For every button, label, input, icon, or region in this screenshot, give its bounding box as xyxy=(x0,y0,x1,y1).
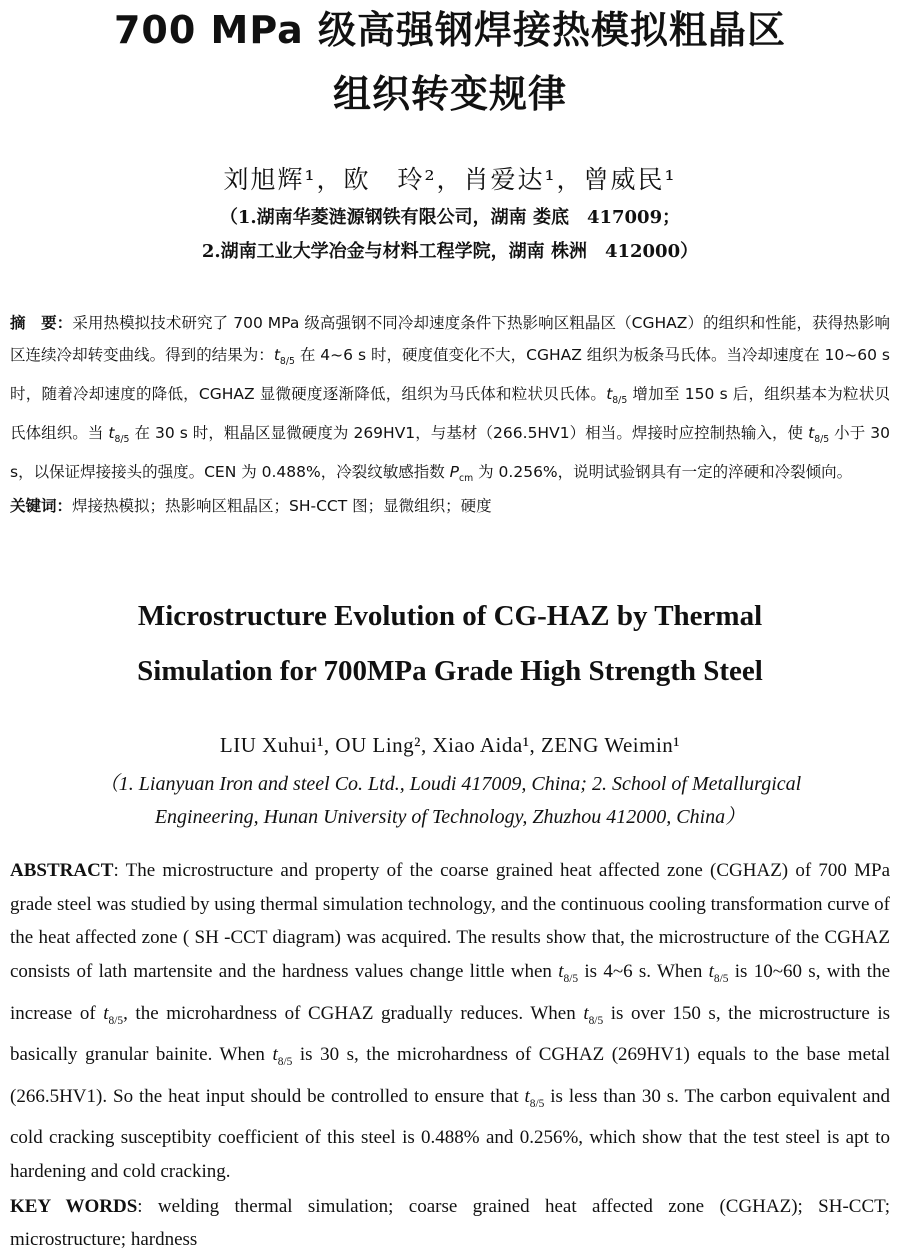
english-affiliation-line-1: （1. Lianyuan Iron and steel Co. Ltd., Loudi 417009, China; 2. School of Metallurgical xyxy=(98,773,802,795)
english-title-line-1: Microstructure Evolution of CG-HAZ by Thermal xyxy=(137,600,763,632)
english-affiliation-line-2: Engineering, Hunan University of Technology, Zhuzhou 412000, China） xyxy=(154,806,746,828)
chinese-affiliation-line-2: 2.湖南工业大学冶金与材料工程学院，湖南 株洲 412000） xyxy=(201,241,699,262)
english-keywords-label: KEY WORDS xyxy=(10,1196,138,1217)
chinese-abstract-text: 在 4~6 s 时，硬度值变化不大，CGHAZ 组织为板条马氏体。当冷却速度在 10~60 s 时，随着冷却速度的降低，CGHAZ 显微硬度逐渐降低，组织为马氏体和粒状贝氏体。 xyxy=(10,346,890,404)
chinese-abstract-text: 采用热模拟技术研究了 700 MPa 级高强钢不同冷却速度条件下热影响区粗晶区（CGHAZ）的组织和性能，获得热影响区连续冷却转变曲线。得到的结果为： xyxy=(10,314,890,364)
chinese-abstract-text: 在 30 s 时，粗晶区显微硬度为 269HV1，与基材（266.5HV1）相当。焊接时应控制热输入，使 xyxy=(129,424,809,443)
t-symbol: t xyxy=(606,385,613,404)
chinese-abstract-label: 摘 要： xyxy=(10,314,73,332)
english-keywords-text: : welding thermal simulation; coarse grained heat affected zone (CGHAZ); SH-CCT; microstructure; hardness xyxy=(10,1196,890,1250)
chinese-abstract-text: 为 0.256%，说明试验钢具有一定的淬硬和冷裂倾向。 xyxy=(473,463,853,482)
t-subscript: 8/5 xyxy=(108,1014,124,1027)
t-symbol: t xyxy=(103,1002,109,1024)
english-abstract-text: is 30 s, the microhardness of CGHAZ (269HV1) equals to the base metal (266.5HV1). So the heat input should be controlled to ensure that xyxy=(10,1044,891,1107)
chinese-abstract-text: 小于 30 s，以保证焊接接头的强度。CEN 为 0.488%，冷裂纹敏感指数 xyxy=(10,424,891,482)
t-subscript: 8/5 xyxy=(529,1097,545,1110)
chinese-abstract-text: 增加至 150 s 后，组织基本为粒状贝氏体组织。当 xyxy=(10,385,891,443)
t-symbol: t xyxy=(708,961,714,983)
t-symbol: t xyxy=(808,424,815,443)
t-subscript: 8/5 xyxy=(279,356,295,368)
english-abstract-text: , the microhardness of CGHAZ gradually reduces. When xyxy=(123,1002,584,1024)
chinese-keywords-label: 关键词： xyxy=(10,497,73,515)
pcm-subscript: cm xyxy=(459,473,474,485)
english-title-line-2: Simulation for 700MPa Grade High Strength Steel xyxy=(137,655,763,687)
english-authors: LIU Xuhui¹, OU Ling², Xiao Aida¹, ZENG Weimin¹ xyxy=(219,733,681,757)
english-abstract-text: The microstructure and property of the coarse grained heat affected zone (CGHAZ) of 700 MPa grade steel was studied by using thermal simulation technology, and the continuous cooling transformation curve of the heat affected zone ( SH -CCT diagram) was acquired. The results show that, the microstructure of the CGHAZ consists of lath martensite and the hardness values change little when xyxy=(10,860,891,983)
t-subscript: 8/5 xyxy=(588,1014,604,1027)
t-subscript: 8/5 xyxy=(814,434,830,446)
t-subscript: 8/5 xyxy=(114,434,130,446)
english-abstract-text: is less than 30 s. The carbon equivalent and cold cracking susceptibity coefficient of this steel is 0.488% and 0.256%, which show that the test steel is apt to hardening and cold cracking. xyxy=(10,1085,890,1182)
t-symbol: t xyxy=(272,1044,278,1066)
english-abstract-text: is 4~6 s. When xyxy=(578,961,709,983)
chinese-abstract xyxy=(10,307,890,495)
t-subscript: 8/5 xyxy=(713,972,729,985)
t-symbol: t xyxy=(108,424,115,443)
english-abstract-label: ABSTRACT xyxy=(10,860,114,881)
t-subscript: 8/5 xyxy=(277,1055,293,1068)
t-subscript: 8/5 xyxy=(563,972,579,985)
chinese-title-line-1: 700 MPa 级高强钢焊接热模拟粗晶区 xyxy=(113,8,787,52)
english-abstract-text: is 10~60 s, with the increase of xyxy=(10,961,891,1024)
t-subscript: 8/5 xyxy=(612,395,628,407)
chinese-keywords xyxy=(10,491,890,521)
chinese-title-line-2: 组织转变规律 xyxy=(332,72,567,116)
t-symbol: t xyxy=(524,1085,530,1107)
english-abstract xyxy=(10,854,890,1189)
t-symbol: t xyxy=(273,346,280,364)
chinese-authors: 刘旭辉¹，欧 玲²，肖爱达¹，曾威民¹ xyxy=(223,165,677,194)
chinese-keywords-text: 焊接热模拟；热影响区粗晶区；SH-CCT 图；显微组织；硬度 xyxy=(72,497,492,515)
chinese-affiliation-line-1: （1.湖南华菱涟源钢铁有限公司，湖南 娄底 417009； xyxy=(219,207,681,228)
pcm-symbol: P xyxy=(449,463,460,482)
english-abstract-colon: : xyxy=(113,860,126,881)
t-symbol: t xyxy=(558,961,564,983)
t-symbol: t xyxy=(583,1002,589,1024)
english-keywords xyxy=(10,1190,890,1256)
english-abstract-text: is over 150 s, the microstructure is basically granular bainite. When xyxy=(10,1002,891,1066)
